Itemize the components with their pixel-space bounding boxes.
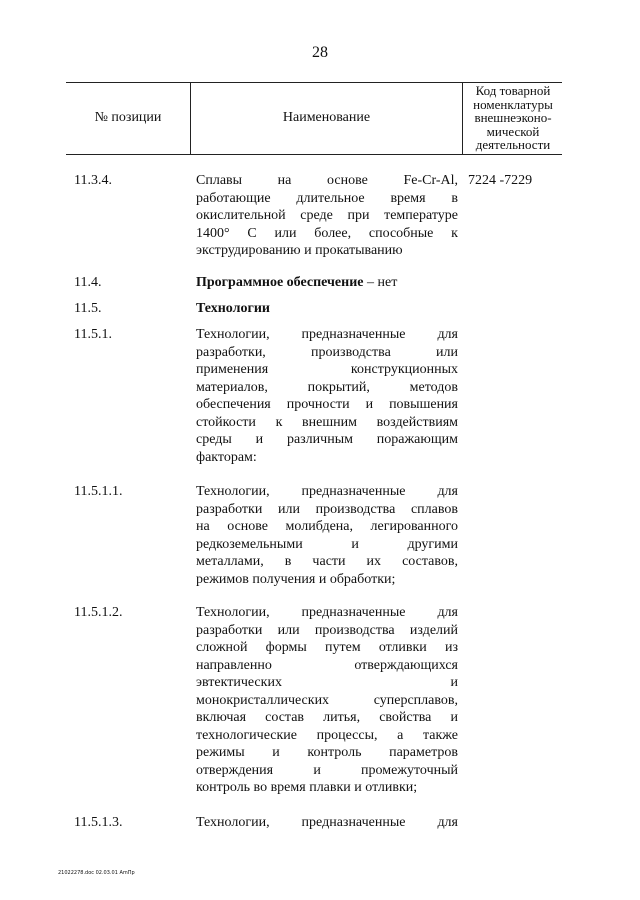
text-line: обеспечения прочности и повышения — [196, 397, 458, 412]
row-number: 11.5. — [74, 301, 102, 316]
row-text — [196, 326, 458, 466]
text-line: режимы и контроль параметров — [196, 745, 458, 760]
text-line: монокристаллических суперсплавов, — [196, 692, 458, 708]
text-line: редкоземельными и другими — [196, 536, 458, 552]
text-line: Технологии, предназначенные для — [196, 605, 458, 620]
text-line: разработки, производства или — [196, 344, 458, 360]
row-number: 11.5.1.1. — [74, 484, 123, 499]
table-header — [66, 82, 562, 155]
row-number: 11.5.1.2. — [74, 605, 123, 620]
footer-filename: 21022278.doc 02.03.01 AmПр — [58, 870, 135, 876]
text-line — [196, 274, 458, 292]
header-code-line: Код товарной — [475, 83, 551, 98]
row-text — [196, 300, 458, 318]
row-code: 7224 -7229 — [468, 173, 533, 188]
text-line: направленно отверждающихся — [196, 657, 458, 673]
text-line: металлами, в части их составов, — [196, 554, 458, 569]
bold-text: Программное обеспечение — [196, 275, 364, 290]
row-text — [196, 814, 458, 832]
section-title: Технологии — [196, 301, 270, 316]
text-line: Сплавы на основе Fe-Cr-Al, — [196, 173, 458, 188]
row-number: 11.3.4. — [74, 173, 112, 188]
text-line: Технологии, предназначенные для — [196, 484, 458, 499]
header-code-line: деятельности — [475, 137, 551, 153]
header-code-line: номенклатуры — [473, 96, 553, 112]
text-line: стойкости к внешним воздействиям — [196, 414, 458, 430]
text-line: разработки или производства сплавов — [196, 501, 458, 517]
row-text — [196, 274, 458, 292]
text-line: разработки или производства изделий — [196, 622, 458, 638]
text-line: контроль во время плавки и отливки; — [196, 780, 418, 795]
row-number: 11.5.1.3. — [74, 815, 123, 830]
header-name: Наименование — [282, 110, 371, 125]
text-line: факторам: — [196, 449, 257, 465]
text-line: 1400° С или более, способные к — [196, 225, 458, 241]
page-number: 28 — [312, 44, 328, 61]
text-line: эвтектических и — [196, 675, 458, 690]
text-line: применения конструкционных — [196, 362, 458, 377]
text-line: Технологии, предназначенные для — [196, 815, 458, 830]
text-line: Технологии, предназначенные для — [196, 327, 458, 342]
row-number: 11.5.1. — [74, 327, 112, 342]
text-line: материалов, покрытий, методов — [196, 379, 458, 395]
text-line: экструдированию и прокатыванию — [196, 243, 403, 258]
text-line: отверждения и промежуточный — [196, 762, 458, 778]
text-line: работающие длительное время в — [196, 190, 458, 206]
text-line: включая состав литья, свойства и — [196, 710, 458, 725]
header-code-line: внешнеэконо- — [474, 110, 552, 126]
text-line — [196, 300, 458, 318]
row-text — [196, 172, 458, 260]
row-text — [196, 483, 458, 588]
row-number: 11.4. — [74, 275, 102, 290]
header-code-line: мической — [486, 123, 540, 139]
row-text — [196, 604, 458, 797]
text-line: режимов получения и обработки; — [196, 571, 396, 587]
text-line: технологические процессы, а также — [196, 727, 458, 743]
text-line: среды и различным поражающим — [196, 432, 458, 447]
text-line: на основе молибдена, легированного — [196, 519, 458, 534]
header-code — [463, 84, 563, 152]
header-position: № позиции — [94, 110, 162, 125]
plain-text: – нет — [363, 275, 398, 290]
text-line: окислительной среде при температуре — [196, 208, 458, 223]
text-line: сложной формы путем отливки из — [196, 640, 458, 655]
